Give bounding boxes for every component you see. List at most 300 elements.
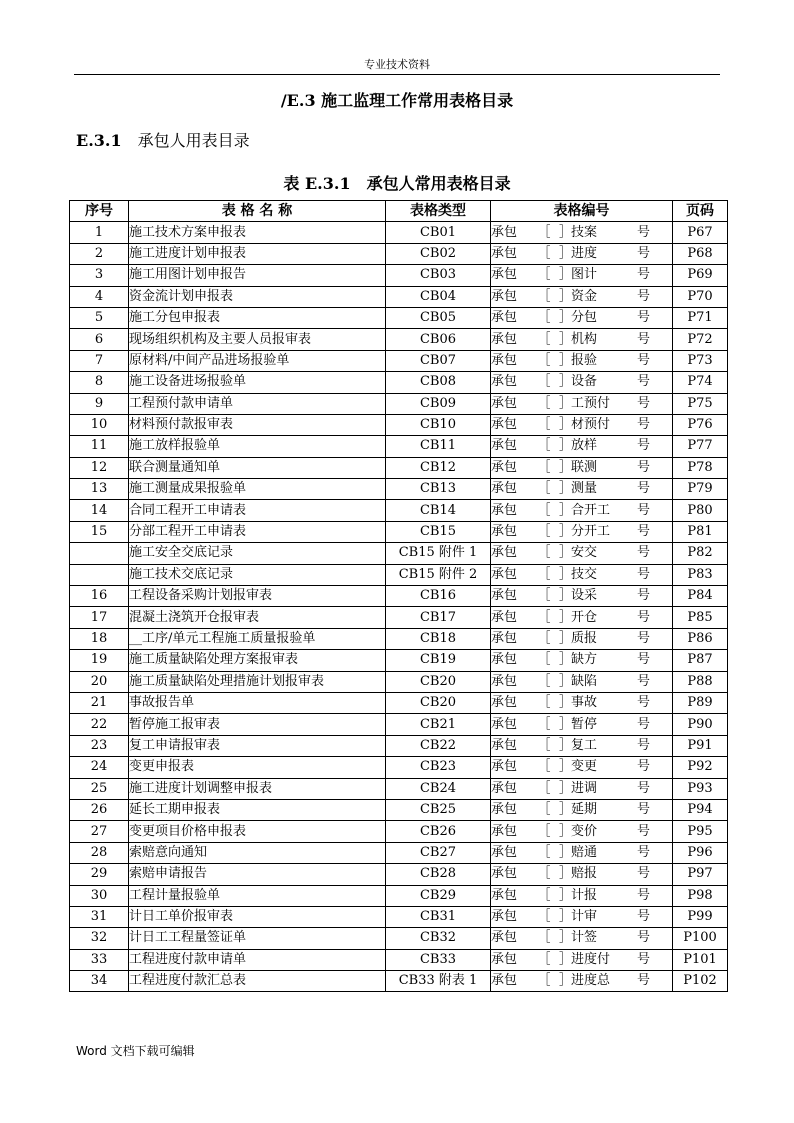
row-form-name: 施工技术交底记录 [129,564,386,585]
row-seq: 9 [70,393,129,414]
code-suffix: 号 [637,395,651,411]
code-suffix: 号 [637,459,651,475]
row-form-type: CB03 [386,265,491,286]
row-form-name: 工程计量报验单 [129,885,386,906]
code-abbreviation: 合开工 [571,502,611,518]
row-form-name: 施工质量缺陷处理方案报审表 [129,650,386,671]
row-form-code [491,949,673,970]
code-abbreviation: 放样 [571,438,598,454]
code-open-bracket: ［ [537,759,551,775]
code-close-bracket: ］ [559,417,573,433]
row-seq: 15 [70,521,129,542]
row-form-type: CB31 [386,906,491,927]
code-prefix: 承包 [491,224,518,240]
table-row [70,479,728,500]
table-row [70,949,728,970]
row-seq: 21 [70,692,129,713]
code-close-bracket: ］ [559,909,573,925]
row-form-name: 延长工期申报表 [129,799,386,820]
row-page: P95 [673,821,728,842]
table-caption: 表 E.3.1 承包人常用表格目录 [283,174,511,193]
code-prefix: 承包 [491,417,518,433]
code-abbreviation: 计报 [571,887,598,903]
code-suffix: 号 [637,631,651,646]
table-row [70,457,728,478]
row-form-code [491,821,673,842]
code-prefix: 承包 [491,545,518,561]
row-seq: 4 [70,286,129,307]
row-form-name: 施工技术方案申报表 [129,222,386,243]
code-close-bracket: ］ [559,737,573,753]
code-open-bracket: ［ [537,331,551,347]
code-suffix: 号 [637,973,651,989]
code-close-bracket: ］ [559,310,573,326]
row-form-code [491,757,673,778]
row-seq: 29 [70,864,129,885]
code-open-bracket: ［ [537,545,551,561]
table-row [70,842,728,863]
table-row [70,393,728,414]
row-page: P67 [673,222,728,243]
code-open-bracket: ［ [537,930,551,946]
section-title: 承包人用表目录 [137,131,250,150]
form-catalog-table [69,200,728,992]
row-form-code [491,842,673,863]
row-form-code [491,243,673,264]
code-close-bracket: ］ [559,887,573,903]
row-form-name: 索赔申请报告 [129,864,386,885]
row-page: P88 [673,671,728,692]
row-seq: 20 [70,671,129,692]
code-prefix: 承包 [491,245,518,261]
code-close-bracket: ］ [559,224,573,240]
row-form-name: 施工分包申报表 [129,307,386,328]
row-form-type: CB15 附件 1 [386,543,491,564]
row-form-code [491,799,673,820]
code-suffix: 号 [637,951,651,967]
row-seq: 10 [70,414,129,435]
header-code: 表格编号 [491,201,673,222]
code-suffix: 号 [637,609,651,625]
code-abbreviation: 缺陷 [571,673,598,689]
row-form-type: CB15 附件 2 [386,564,491,585]
row-form-name: 联合测量通知单 [129,457,386,478]
code-prefix: 承包 [491,652,518,668]
code-abbreviation: 缺方 [571,652,598,668]
code-suffix: 号 [637,245,651,261]
table-row [70,799,728,820]
row-page: P78 [673,457,728,478]
row-form-type: CB33 附表 1 [386,971,491,992]
code-close-bracket: ］ [559,502,573,518]
row-seq: 16 [70,586,129,607]
code-abbreviation: 复工 [571,737,598,753]
row-seq: 17 [70,607,129,628]
row-form-name: 施工质量缺陷处理措施计划报审表 [129,671,386,692]
row-form-code [491,628,673,649]
row-seq: 6 [70,329,129,350]
code-close-bracket: ］ [559,780,573,796]
code-abbreviation: 事故 [571,695,598,711]
code-prefix: 承包 [491,930,518,946]
code-open-bracket: ［ [537,352,551,368]
row-form-code [491,586,673,607]
code-close-bracket: ］ [559,524,573,540]
table-row [70,586,728,607]
page-footer: Word 文档下载可编辑 [76,1044,195,1058]
row-page: P83 [673,564,728,585]
code-prefix: 承包 [491,716,518,732]
code-suffix: 号 [637,887,651,903]
table-row [70,222,728,243]
code-prefix: 承包 [491,844,518,860]
row-form-name: 计日工单价报审表 [129,906,386,927]
code-close-bracket: ］ [559,395,573,411]
code-close-bracket: ］ [559,695,573,711]
header-page: 页码 [673,201,728,222]
row-page: P75 [673,393,728,414]
code-suffix: 号 [637,374,651,390]
row-form-name: 现场组织机构及主要人员报审表 [129,329,386,350]
row-form-name: 合同工程开工申请表 [129,500,386,521]
code-open-bracket: ［ [537,887,551,903]
code-prefix: 承包 [491,759,518,775]
row-form-code [491,864,673,885]
row-form-type: CB28 [386,864,491,885]
code-prefix: 承包 [491,780,518,796]
row-seq: 1 [70,222,129,243]
table-row [70,521,728,542]
code-suffix: 号 [637,588,651,604]
header-type: 表格类型 [386,201,491,222]
row-form-type: CB15 [386,521,491,542]
row-page: P87 [673,650,728,671]
row-form-code [491,286,673,307]
code-open-bracket: ［ [537,631,551,646]
row-form-name: 施工用图计划申报告 [129,265,386,286]
code-prefix: 承包 [491,802,518,818]
table-row [70,864,728,885]
table-row [70,243,728,264]
row-seq: 19 [70,650,129,671]
row-page: P92 [673,757,728,778]
row-form-name: 暂停施工报审表 [129,714,386,735]
code-prefix: 承包 [491,352,518,368]
code-open-bracket: ［ [537,566,551,582]
row-page: P90 [673,714,728,735]
row-page: P71 [673,307,728,328]
code-prefix: 承包 [491,588,518,604]
row-form-type: CB18 [386,628,491,649]
code-prefix: 承包 [491,524,518,540]
row-form-type: CB14 [386,500,491,521]
code-open-bracket: ［ [537,866,551,882]
code-close-bracket: ］ [559,844,573,860]
code-open-bracket: ［ [537,909,551,925]
code-prefix: 承包 [491,374,518,390]
row-form-type: CB10 [386,414,491,435]
code-suffix: 号 [637,331,651,347]
row-form-type: CB07 [386,350,491,371]
code-prefix: 承包 [491,887,518,903]
row-form-type: CB19 [386,650,491,671]
row-form-type: CB29 [386,885,491,906]
code-abbreviation: 材预付 [571,417,611,433]
row-page: P68 [673,243,728,264]
row-seq: 25 [70,778,129,799]
code-open-bracket: ［ [537,438,551,454]
code-abbreviation: 变更 [571,759,598,775]
row-seq: 33 [70,949,129,970]
code-suffix: 号 [637,481,651,497]
row-seq: 5 [70,307,129,328]
row-seq: 7 [70,350,129,371]
table-row [70,735,728,756]
code-abbreviation: 联测 [571,459,598,475]
row-form-code [491,564,673,585]
row-page: P85 [673,607,728,628]
code-suffix: 号 [637,310,651,326]
row-seq: 30 [70,885,129,906]
row-page: P82 [673,543,728,564]
table-row [70,692,728,713]
row-page: P79 [673,479,728,500]
row-form-name: 资金流计划申报表 [129,286,386,307]
row-form-name: 施工进度计划调整申报表 [129,778,386,799]
code-abbreviation: 设备 [571,374,598,390]
code-close-bracket: ］ [559,716,573,732]
row-form-code [491,350,673,371]
code-abbreviation: 质报 [571,631,598,646]
code-abbreviation: 报验 [571,352,598,368]
code-close-bracket: ］ [559,759,573,775]
row-seq: 13 [70,479,129,500]
code-prefix: 承包 [491,737,518,753]
row-seq: 34 [70,971,129,992]
row-form-code [491,500,673,521]
row-form-name: 工程设备采购计划报审表 [129,586,386,607]
row-seq [70,543,129,564]
code-prefix: 承包 [491,481,518,497]
code-suffix: 号 [637,780,651,796]
document-title: /E.3 施工监理工作常用表格目录 [280,91,514,110]
row-form-type: CB12 [386,457,491,478]
code-close-bracket: ］ [559,245,573,261]
row-page: P97 [673,864,728,885]
row-form-name: 混凝土浇筑开仓报审表 [129,607,386,628]
row-form-code [491,307,673,328]
code-abbreviation: 赔报 [571,866,598,882]
code-close-bracket: ］ [559,566,573,582]
code-suffix: 号 [637,224,651,240]
row-page: P101 [673,949,728,970]
row-form-name: 复工申请报审表 [129,735,386,756]
code-suffix: 号 [637,802,651,818]
code-prefix: 承包 [491,288,518,304]
code-prefix: 承包 [491,395,518,411]
code-open-bracket: ［ [537,973,551,989]
code-abbreviation: 赔通 [571,844,598,860]
code-suffix: 号 [637,502,651,518]
code-abbreviation: 图计 [571,267,598,283]
code-suffix: 号 [637,844,651,860]
table-row [70,564,728,585]
code-open-bracket: ［ [537,844,551,860]
code-abbreviation: 安交 [571,545,598,561]
code-prefix: 承包 [491,631,518,646]
code-abbreviation: 计审 [571,909,598,925]
row-form-code [491,671,673,692]
code-prefix: 承包 [491,267,518,283]
table-row [70,650,728,671]
row-form-name: 变更申报表 [129,757,386,778]
table-row [70,671,728,692]
row-form-code [491,521,673,542]
row-form-name: 分部工程开工申请表 [129,521,386,542]
section-number: E.3.1 [76,131,122,150]
code-prefix: 承包 [491,973,518,989]
code-suffix: 号 [637,524,651,540]
code-prefix: 承包 [491,566,518,582]
row-form-type: CB21 [386,714,491,735]
code-abbreviation: 变价 [571,823,598,839]
code-open-bracket: ［ [537,310,551,326]
row-form-type: CB08 [386,372,491,393]
code-close-bracket: ］ [559,866,573,882]
row-page: P98 [673,885,728,906]
code-suffix: 号 [637,652,651,668]
code-suffix: 号 [637,695,651,711]
row-seq: 3 [70,265,129,286]
row-seq: 22 [70,714,129,735]
code-abbreviation: 延期 [571,802,598,818]
row-form-name: 计日工工程量签证单 [129,928,386,949]
table-row [70,307,728,328]
row-form-name: 原材料/中间产品进场报验单 [129,350,386,371]
code-prefix: 承包 [491,673,518,689]
row-form-type: CB02 [386,243,491,264]
code-open-bracket: ［ [537,780,551,796]
table-row [70,928,728,949]
row-seq: 11 [70,436,129,457]
code-close-bracket: ］ [559,802,573,818]
row-form-type: CB22 [386,735,491,756]
code-suffix: 号 [637,737,651,753]
row-form-type: CB24 [386,778,491,799]
row-form-type: CB01 [386,222,491,243]
table-row [70,757,728,778]
code-abbreviation: 计签 [571,930,598,946]
code-abbreviation: 测量 [571,481,598,497]
row-page: P81 [673,521,728,542]
row-form-type: CB11 [386,436,491,457]
row-form-type: CB23 [386,757,491,778]
row-page: P73 [673,350,728,371]
code-suffix: 号 [637,438,651,454]
header-seq: 序号 [70,201,129,222]
table-row [70,607,728,628]
code-open-bracket: ［ [537,652,551,668]
code-close-bracket: ］ [559,631,573,646]
code-close-bracket: ］ [559,267,573,283]
code-abbreviation: 技案 [571,224,598,240]
code-open-bracket: ［ [537,459,551,475]
table-row [70,971,728,992]
table-row [70,414,728,435]
row-form-name: 工程进度付款申请单 [129,949,386,970]
header-name: 表 格 名 称 [129,201,386,222]
code-suffix: 号 [637,716,651,732]
row-form-code [491,692,673,713]
row-form-name: __工序/单元工程施工质量报验单 [129,628,386,649]
code-open-bracket: ［ [537,502,551,518]
row-form-code [491,778,673,799]
code-close-bracket: ］ [559,652,573,668]
row-seq: 32 [70,928,129,949]
row-form-code [491,650,673,671]
row-seq: 28 [70,842,129,863]
code-open-bracket: ［ [537,288,551,304]
code-abbreviation: 工预付 [571,395,611,411]
code-suffix: 号 [637,909,651,925]
row-form-type: CB16 [386,586,491,607]
row-page: P94 [673,799,728,820]
row-page: P96 [673,842,728,863]
code-suffix: 号 [637,545,651,561]
code-suffix: 号 [637,823,651,839]
row-form-code [491,906,673,927]
table-row [70,329,728,350]
code-abbreviation: 进度总 [571,973,611,989]
table-row [70,265,728,286]
row-form-code [491,543,673,564]
row-seq: 27 [70,821,129,842]
row-form-type: CB13 [386,479,491,500]
row-form-name: 施工安全交底记录 [129,543,386,564]
table-row [70,714,728,735]
row-seq [70,564,129,585]
row-form-code [491,414,673,435]
code-prefix: 承包 [491,951,518,967]
row-form-code [491,436,673,457]
code-suffix: 号 [637,759,651,775]
code-abbreviation: 设采 [571,588,598,604]
code-suffix: 号 [637,267,651,283]
code-open-bracket: ［ [537,524,551,540]
code-suffix: 号 [637,417,651,433]
code-prefix: 承包 [491,866,518,882]
code-abbreviation: 分包 [571,310,598,326]
code-open-bracket: ［ [537,588,551,604]
row-page: P100 [673,928,728,949]
row-form-name: 施工放样报验单 [129,436,386,457]
code-abbreviation: 分开工 [571,524,611,540]
code-open-bracket: ［ [537,695,551,711]
code-abbreviation: 资金 [571,288,598,304]
row-page: P80 [673,500,728,521]
row-form-code [491,928,673,949]
table-body [70,222,728,992]
row-form-type: CB33 [386,949,491,970]
table-header-row [70,201,728,222]
code-suffix: 号 [637,930,651,946]
row-page: P84 [673,586,728,607]
row-page: P86 [673,628,728,649]
code-open-bracket: ［ [537,609,551,625]
row-page: P74 [673,372,728,393]
row-form-type: CB32 [386,928,491,949]
row-seq: 31 [70,906,129,927]
